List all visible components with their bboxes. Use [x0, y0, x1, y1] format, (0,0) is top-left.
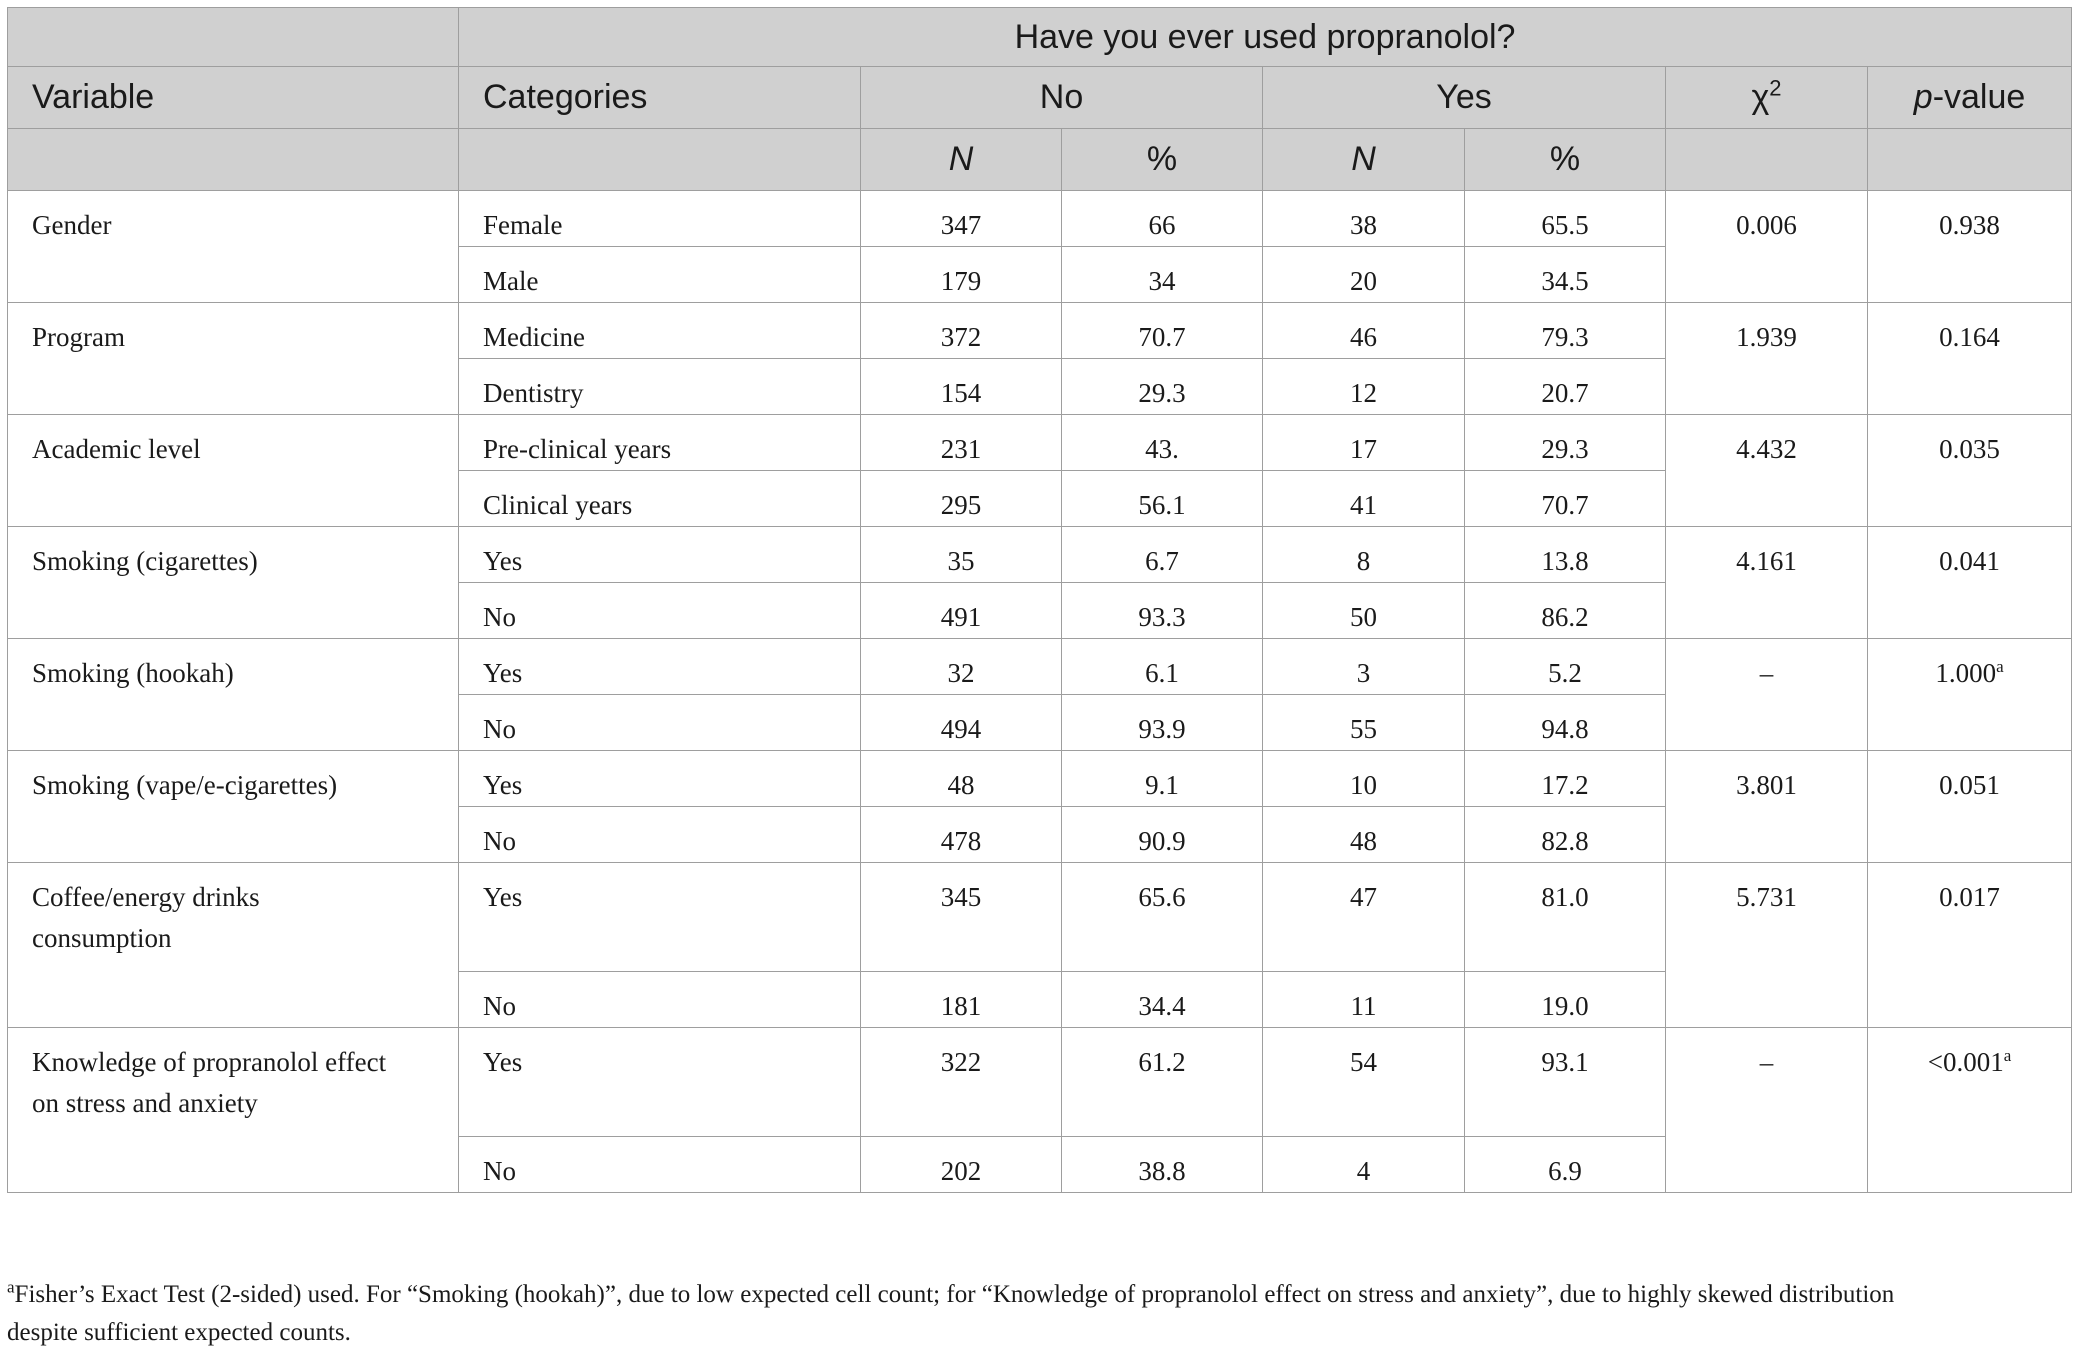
yes-n-cell: 8 [1263, 527, 1465, 583]
yes-pct-cell: 5.2 [1465, 639, 1666, 695]
yes-n-cell: 20 [1263, 247, 1465, 303]
yes-pct-cell: 65.5 [1465, 191, 1666, 247]
no-n-cell: 231 [861, 415, 1062, 471]
col-p-value [1868, 67, 2072, 129]
category-cell: Male [459, 247, 861, 303]
variable-cell: Smoking (hookah) [8, 639, 459, 751]
no-pct-cell: 65.6 [1062, 863, 1263, 972]
no-pct-cell: 61.2 [1062, 1028, 1263, 1137]
col-chi-square [1666, 67, 1868, 129]
no-n-cell: 372 [861, 303, 1062, 359]
p-value-text: 0.051 [1939, 770, 2000, 800]
category-cell: Yes [459, 527, 861, 583]
p-value-footnote-marker: a [2003, 1046, 2012, 1065]
no-pct-cell: 34 [1062, 247, 1263, 303]
category-cell: Yes [459, 863, 861, 972]
p-value-cell [1868, 751, 2072, 863]
no-n-cell: 181 [861, 972, 1062, 1028]
group-title: Have you ever used propranolol? [459, 8, 2072, 67]
yes-n-cell: 17 [1263, 415, 1465, 471]
p-value-cell [1868, 863, 2072, 1028]
yes-pct-cell: 19.0 [1465, 972, 1666, 1028]
chi-symbol: χ [1751, 78, 1770, 116]
p-value-cell [1868, 1028, 2072, 1193]
category-cell: Medicine [459, 303, 861, 359]
variable-line: consumption [32, 923, 172, 953]
yes-pct-cell: 29.3 [1465, 415, 1666, 471]
table-row [8, 415, 2072, 471]
yes-pct-cell: 17.2 [1465, 751, 1666, 807]
table-row [8, 191, 2072, 247]
no-n-cell: 491 [861, 583, 1062, 639]
table-row [8, 639, 2072, 695]
chi-exponent: 2 [1769, 75, 1782, 101]
subheader-no-n: N [861, 129, 1062, 191]
category-cell: No [459, 583, 861, 639]
variable-cell [8, 1028, 459, 1193]
category-cell: No [459, 1137, 861, 1193]
table-body [8, 191, 2072, 1193]
no-n-cell: 154 [861, 359, 1062, 415]
yes-pct-cell: 20.7 [1465, 359, 1666, 415]
p-value-cell [1868, 527, 2072, 639]
chi-square-cell: 5.731 [1666, 863, 1868, 1028]
category-cell: Dentistry [459, 359, 861, 415]
yes-n-cell: 4 [1263, 1137, 1465, 1193]
p-value-cell [1868, 303, 2072, 415]
table-row [8, 751, 2072, 807]
category-cell: Yes [459, 751, 861, 807]
p-rest: -value [1932, 78, 2026, 116]
chi-square-cell: 3.801 [1666, 751, 1868, 863]
yes-n-cell: 10 [1263, 751, 1465, 807]
variable-cell: Program [8, 303, 459, 415]
variable-cell: Smoking (cigarettes) [8, 527, 459, 639]
yes-n-cell: 3 [1263, 639, 1465, 695]
no-pct-cell: 93.9 [1062, 695, 1263, 751]
yes-n-cell: 48 [1263, 807, 1465, 863]
col-yes: Yes [1263, 67, 1666, 129]
footnote-line-1 [7, 1276, 2071, 1314]
no-n-cell: 494 [861, 695, 1062, 751]
yes-pct-cell: 34.5 [1465, 247, 1666, 303]
no-n-cell: 322 [861, 1028, 1062, 1137]
yes-pct-cell: 6.9 [1465, 1137, 1666, 1193]
yes-n-cell: 12 [1263, 359, 1465, 415]
no-n-cell: 295 [861, 471, 1062, 527]
yes-n-cell: 41 [1263, 471, 1465, 527]
yes-pct-cell: 70.7 [1465, 471, 1666, 527]
no-pct-cell: 6.7 [1062, 527, 1263, 583]
category-cell: No [459, 807, 861, 863]
p-value-text: 0.938 [1939, 210, 2000, 240]
no-pct-cell: 66 [1062, 191, 1263, 247]
yes-pct-cell: 93.1 [1465, 1028, 1666, 1137]
footnote-marker: a [7, 1277, 15, 1297]
propranolol-table [7, 7, 2072, 1193]
subheader-empty [459, 129, 861, 191]
variable-line: Coffee/energy drinks [32, 882, 260, 912]
yes-n-cell: 46 [1263, 303, 1465, 359]
table-row [8, 527, 2072, 583]
no-n-cell: 347 [861, 191, 1062, 247]
chi-square-cell: 4.432 [1666, 415, 1868, 527]
yes-pct-cell: 79.3 [1465, 303, 1666, 359]
yes-pct-cell: 94.8 [1465, 695, 1666, 751]
footnote [7, 1276, 2071, 1352]
table-header [8, 8, 2072, 191]
no-pct-cell: 56.1 [1062, 471, 1263, 527]
category-cell: No [459, 695, 861, 751]
category-cell: Female [459, 191, 861, 247]
no-pct-cell: 43. [1062, 415, 1263, 471]
no-n-cell: 202 [861, 1137, 1062, 1193]
variable-cell: Gender [8, 191, 459, 303]
no-n-cell: 179 [861, 247, 1062, 303]
table-row [8, 863, 2072, 972]
no-pct-cell: 38.8 [1062, 1137, 1263, 1193]
chi-square-cell: 1.939 [1666, 303, 1868, 415]
p-value-text: 0.164 [1939, 322, 2000, 352]
chi-square-cell: – [1666, 1028, 1868, 1193]
p-value-cell [1868, 415, 2072, 527]
yes-n-cell: 54 [1263, 1028, 1465, 1137]
subheader-empty [1868, 129, 2072, 191]
category-cell: No [459, 972, 861, 1028]
yes-n-cell: 11 [1263, 972, 1465, 1028]
p-value-text: 0.041 [1939, 546, 2000, 576]
p-value-footnote-marker: a [1996, 657, 2004, 676]
category-cell: Clinical years [459, 471, 861, 527]
p-value-cell [1868, 639, 2072, 751]
no-pct-cell: 70.7 [1062, 303, 1263, 359]
yes-n-cell: 47 [1263, 863, 1465, 972]
no-n-cell: 35 [861, 527, 1062, 583]
no-pct-cell: 34.4 [1062, 972, 1263, 1028]
no-n-cell: 345 [861, 863, 1062, 972]
category-cell: Yes [459, 1028, 861, 1137]
subheader-no-pct: % [1062, 129, 1263, 191]
category-cell: Yes [459, 639, 861, 695]
no-pct-cell: 9.1 [1062, 751, 1263, 807]
footnote-text-1: Fisher’s Exact Test (2-sided) used. For “Smoking (hookah)”, due to low expected cell count; for “Knowledge of propranolol effect on stress and anxiety”, due to highly skewed distribution [14, 1281, 1895, 1308]
no-pct-cell: 6.1 [1062, 639, 1263, 695]
subheader-empty [8, 129, 459, 191]
p-value-text: 1.000 [1935, 658, 1997, 688]
subheader-yes-pct: % [1465, 129, 1666, 191]
chi-square-cell: – [1666, 639, 1868, 751]
variable-line: on stress and anxiety [32, 1088, 258, 1118]
variable-line: Knowledge of propranolol effect [32, 1047, 387, 1077]
p-value-text: 0.017 [1939, 882, 2000, 912]
p-value-text: 0.035 [1939, 434, 2000, 464]
category-cell: Pre-clinical years [459, 415, 861, 471]
no-pct-cell: 29.3 [1062, 359, 1263, 415]
table-row [8, 303, 2072, 359]
footnote-line-2: despite sufficient expected counts. [7, 1319, 351, 1346]
yes-n-cell: 55 [1263, 695, 1465, 751]
no-pct-cell: 90.9 [1062, 807, 1263, 863]
no-pct-cell: 93.3 [1062, 583, 1263, 639]
no-n-cell: 32 [861, 639, 1062, 695]
header-empty-cell [8, 8, 459, 67]
chi-square-cell: 0.006 [1666, 191, 1868, 303]
table-container [7, 7, 2071, 1193]
no-n-cell: 478 [861, 807, 1062, 863]
p-italic: p [1913, 78, 1933, 116]
col-categories: Categories [459, 67, 861, 129]
subheader-empty [1666, 129, 1868, 191]
no-n-cell: 48 [861, 751, 1062, 807]
variable-cell: Academic level [8, 415, 459, 527]
yes-pct-cell: 82.8 [1465, 807, 1666, 863]
variable-cell [8, 863, 459, 1028]
p-value-cell [1868, 191, 2072, 303]
col-no: No [861, 67, 1263, 129]
col-variable: Variable [8, 67, 459, 129]
yes-n-cell: 38 [1263, 191, 1465, 247]
yes-n-cell: 50 [1263, 583, 1465, 639]
p-value-text: <0.001 [1927, 1047, 2004, 1077]
yes-pct-cell: 81.0 [1465, 863, 1666, 972]
variable-cell: Smoking (vape/e-cigarettes) [8, 751, 459, 863]
subheader-yes-n: N [1263, 129, 1465, 191]
yes-pct-cell: 86.2 [1465, 583, 1666, 639]
table-row [8, 1028, 2072, 1137]
chi-square-cell: 4.161 [1666, 527, 1868, 639]
yes-pct-cell: 13.8 [1465, 527, 1666, 583]
